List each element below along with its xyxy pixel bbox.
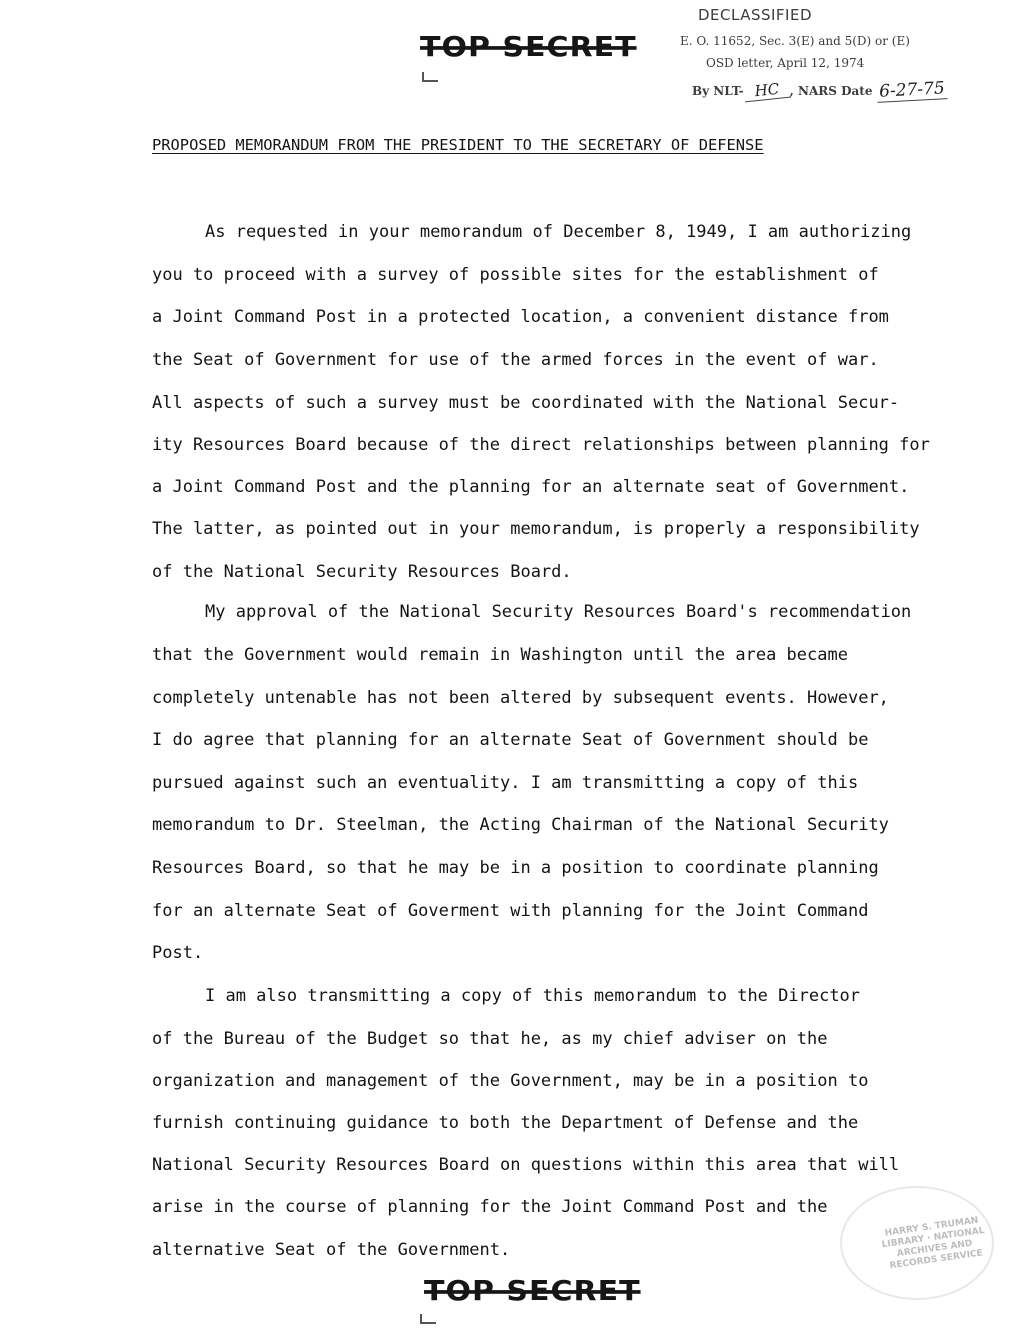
body-line: All aspects of such a survey must be coordinated with the National Secur- (152, 393, 900, 413)
body-line: Resources Board, so that he may be in a position to coordinate planning (152, 858, 879, 878)
document-title: PROPOSED MEMORANDUM FROM THE PRESIDENT TO THE SECRETARY OF DEFENSE (152, 136, 764, 154)
body-line: for an alternate Seat of Goverment with planning for the Joint Command (152, 901, 869, 921)
body-line: alternative Seat of the Government. (152, 1240, 511, 1260)
body-line: pursued against such an eventuality. I am transmitting a copy of this (152, 773, 859, 793)
declass-by-label: By NLT- (692, 84, 744, 98)
body-line: of the National Security Resources Board. (152, 562, 572, 582)
body-line: Post. (152, 943, 204, 963)
body-line: As requested in your memorandum of December 8, 1949, I am authorizing (205, 222, 912, 242)
declass-title: DECLASSIFIED (698, 6, 813, 24)
declass-signoff (692, 80, 947, 101)
body-line: furnish continuing guidance to both the Department of Defense and the (152, 1113, 859, 1133)
body-line: My approval of the National Security Resources Board's recommendation (205, 602, 912, 622)
corner-mark (420, 1314, 436, 1324)
body-line: the Seat of Government for use of the armed forces in the event of war. (152, 350, 879, 370)
declass-nars-label: , NARS Date (789, 84, 873, 98)
body-line: a Joint Command Post and the planning for an alternate seat of Government. (152, 477, 910, 497)
declass-authority: E. O. 11652, Sec. 3(E) and 5(D) or (E) (680, 34, 910, 48)
declass-letter: OSD letter, April 12, 1974 (706, 56, 865, 70)
body-line: that the Government would remain in Washington until the area became (152, 645, 848, 665)
body-line: you to proceed with a survey of possible sites for the establishment of (152, 265, 879, 285)
body-line: memorandum to Dr. Steelman, the Acting Chairman of the National Security (152, 815, 889, 835)
body-line: completely untenable has not been altered by subsequent events. However, (152, 688, 889, 708)
body-line: a Joint Command Post in a protected location, a convenient distance from (152, 307, 889, 327)
body-line: The latter, as pointed out in your memorandum, is properly a responsibility (152, 519, 920, 539)
body-line: arise in the course of planning for the Joint Command Post and the (152, 1197, 828, 1217)
classification-bottom: TOP SECRET (424, 1275, 641, 1308)
body-line: ity Resources Board because of the direct relationships between planning for (152, 435, 930, 455)
body-line: National Security Resources Board on questions within this area that will (152, 1155, 900, 1175)
body-line: of the Bureau of the Budget so that he, as my chief adviser on the (152, 1029, 828, 1049)
body-line: I do agree that planning for an alternate Seat of Government should be (152, 730, 869, 750)
classification-top: TOP SECRET (420, 31, 637, 64)
body-line: I am also transmitting a copy of this memorandum to the Director (205, 986, 861, 1006)
declass-initials: HC (743, 79, 791, 103)
declass-nars-date: 6-27-75 (876, 78, 947, 103)
body-line: organization and management of the Government, may be in a position to (152, 1071, 869, 1091)
corner-mark (422, 72, 438, 82)
library-seal-text: HARRY S. TRUMAN LIBRARY · NATIONAL ARCHIVES AND RECORDS SERVICE (881, 1215, 986, 1272)
